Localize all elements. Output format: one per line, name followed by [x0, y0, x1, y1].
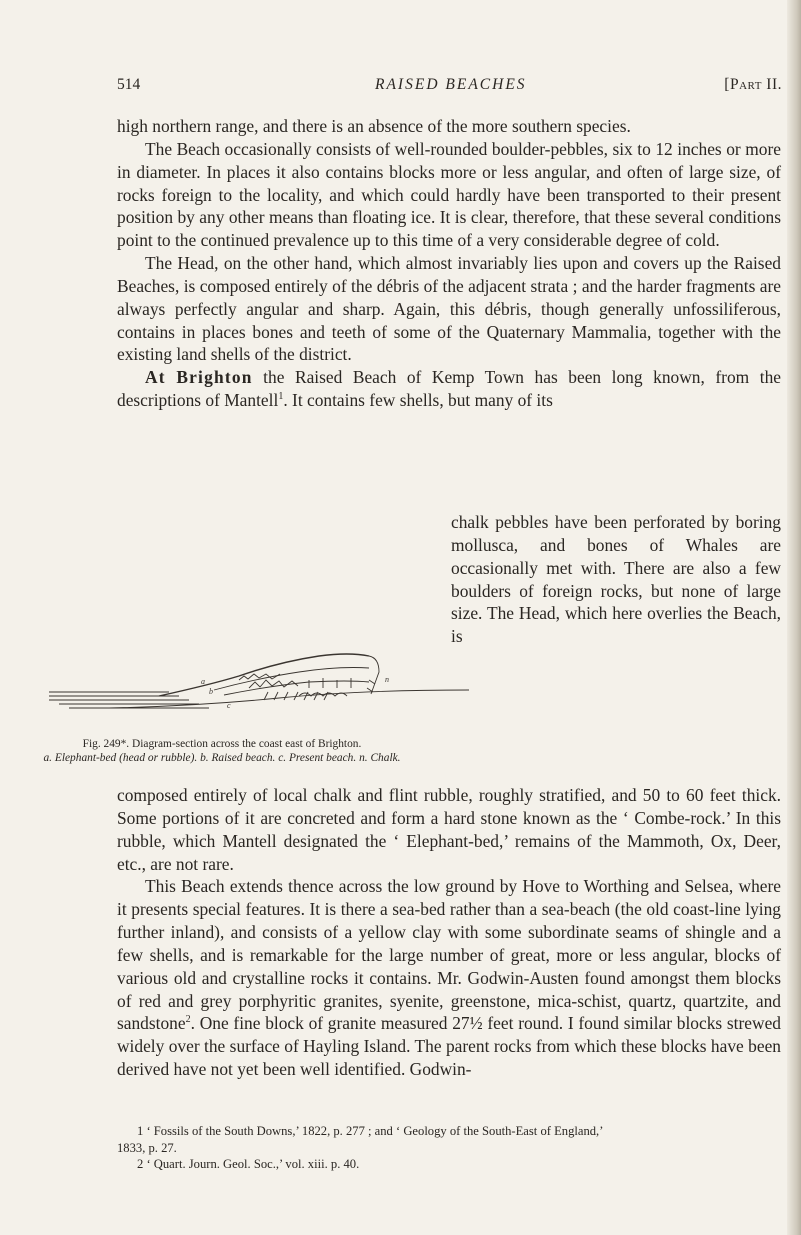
- paragraph: high northern range, and there is an absence of the more southern species.: [117, 116, 631, 136]
- caption-title: Fig. 249*. Diagram-section across the coast east of Brighton.: [82, 738, 362, 750]
- body-text-top: [117, 115, 781, 412]
- wrapped-paragraph: chalk pebbles have been perforated by boring mollusca, and bones of Whales are occasionally met with. There are also a few boulders of foreign rocks, but none of large size. The Head, which here overlies the Beach, is: [451, 512, 781, 647]
- footnotes: [117, 1123, 781, 1173]
- footnote-2: 2 ‘ Quart. Journ. Geol. Soc.,’ vol. xiii. p. 40.: [137, 1157, 360, 1171]
- body-text-bottom: [117, 784, 781, 1081]
- footnote-ref-1[interactable]: 1: [278, 391, 284, 403]
- label-c: c: [227, 701, 231, 710]
- label-b: b: [209, 687, 213, 696]
- figure-caption: [0, 738, 444, 765]
- brighton-place: Brighton: [176, 367, 253, 388]
- page-edge: [787, 0, 801, 1235]
- running-header: [117, 76, 782, 98]
- label-n: n: [385, 675, 389, 684]
- footnote-1: 1 ‘ Fossils of the South Downs,’ 1822, p. 277 ; and ‘ Geology of the South-East of England,’: [137, 1124, 604, 1138]
- caption-legend: a. Elephant-bed (head or rubble). b. Raised beach. c. Present beach. n. Chalk.: [43, 751, 401, 764]
- footnote-ref-2[interactable]: 2: [185, 1014, 191, 1026]
- brighton-line2a: from the descriptions of Mantell: [117, 367, 781, 411]
- chalk-marks: [309, 678, 351, 688]
- section-diagram: [49, 650, 469, 740]
- page-number: 514: [117, 76, 141, 93]
- paragraph: The Beach occasionally consists of well-rounded boulder-pebbles, six to 12 inches or more in diameter. In places it also contains blocks more or less angular, and often of large size, of rocks foreign to the locality, and which could hardly have been transported to their present position by any other means than floating ice. It is clear, therefore, that these several conditions point to the continued prevalence up to this time of a very considerable degree of cold.: [117, 138, 781, 251]
- label-a: a: [201, 677, 205, 686]
- paragraph-text: This Beach extends thence across the low ground by Hove to Worthing and Selsea, where it presents special features. It is there a sea-bed rather than a sea-beach (the old coast-line lying further inland), and consists of a yellow clay with some subordinate seams of shingle and a few shells, and is remarkable for the large number of great, more or less angular, blocks of various old and crystalline rocks it contains. Mr. Godwin-Austen found amongst them blocks of red and grey porphyritic granites, syenite, greenstone, mica-schist, quartz, quartzite, and sandstone: [117, 876, 781, 1034]
- head-layer-line: [214, 668, 369, 691]
- chalk-base-line: [109, 690, 469, 708]
- footnote-1-continuation: 1833, p. 27.: [117, 1140, 177, 1155]
- paragraph: The Head, on the other hand, which almost invariably lies upon and covers up the Raised Beaches, is composed entirely of the débris of the adjacent strata ; and the harder fragments are always perfectly angular and sharp. Again, this débris, though generally unfossiliferous, contains in places bones and teeth of some of the Quaternary Mammalia, together with the existing land shells of the district.: [117, 253, 781, 365]
- brighton-line: the Raised Beach of Kemp Town has been long known,: [263, 367, 705, 388]
- paragraph: composed entirely of local chalk and flint rubble, roughly stratified, and 50 to 60 feet thick. Some portions of it are concreted and form a hard stone known as the ‘ Combe-rock.’ In this rubble, which Mantell designated the ‘ Elephant-bed,’ remains of the Mammoth, Ox, Deer, etc., are not rare.: [117, 785, 781, 874]
- brighton-lead: At: [145, 367, 166, 388]
- running-title: RAISED BEACHES: [375, 76, 527, 93]
- paragraph: This Beach extends thence across the low ground by Hove to Worthing and Selsea, where it presents special features. It is there a sea-bed rather than a sea-beach (the old coast-line lying further inland), and consists of a yellow clay with some subordinate seams of shingle and a few shells, and is remarkable for the large number of great, more or less angular, blocks of various old and crystalline rocks it contains. Mr. Godwin-Austen found amongst them blocks of red and grey porphyritic granites, syenite, greenstone, mica-schist, quartz, quartzite, and sandstone$^2$. One fine block of granite measured 27½ feet round. I found similar blocks strewed widely over the surface of Hayling Island. The parent rocks from which these blocks have been derived have not yet been well identified. Godwin-: [117, 876, 781, 1080]
- brighton-paragraph: [117, 366, 781, 412]
- wrapped-text: [451, 511, 781, 648]
- brighton-line2b: . It contains few shells, but many of its: [283, 390, 553, 411]
- paragraph-text: One fine block of granite measured 27½ feet round. I found similar blocks strewed widely over the surface of Hayling Island. The parent rocks from which these blocks have been derived have not yet been well identified. Godwin-: [117, 1013, 781, 1080]
- part-label: [Part II.: [724, 76, 782, 93]
- cliff-edge: [369, 656, 379, 694]
